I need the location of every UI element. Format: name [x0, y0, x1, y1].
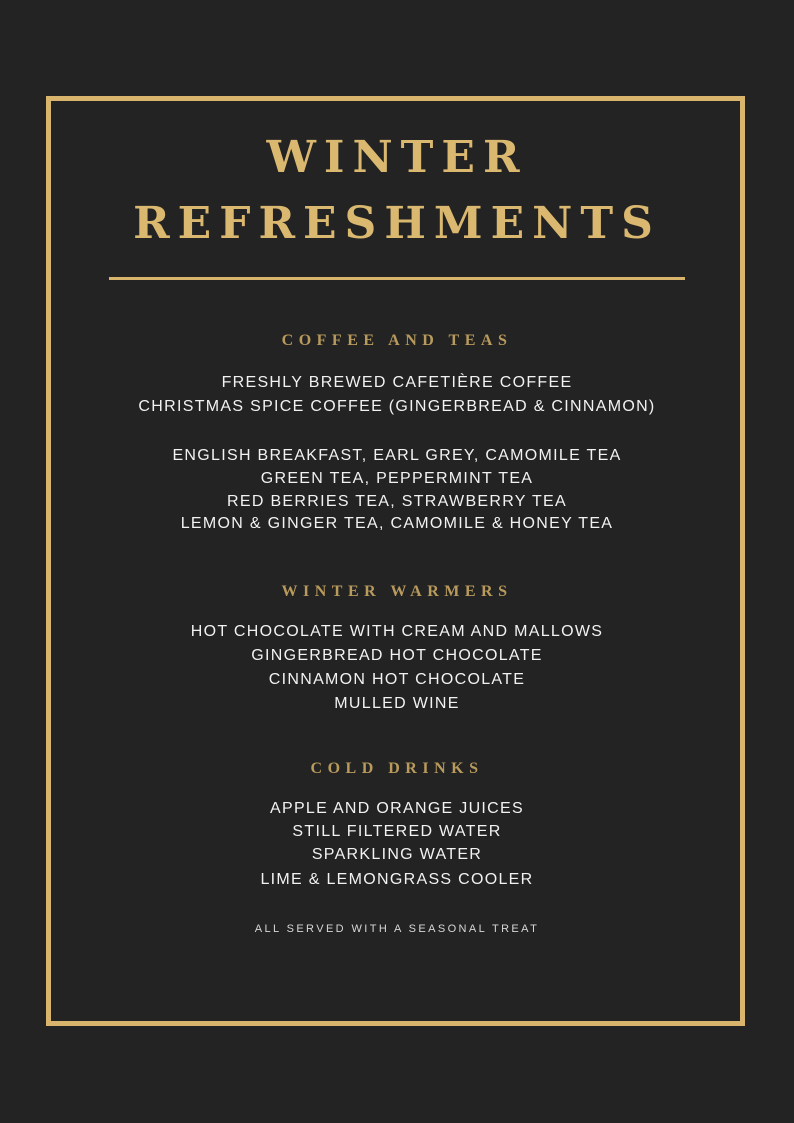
menu-item: APPLE AND ORANGE JUICES: [270, 800, 524, 817]
menu-title-line-2: REFRESHMENTS: [133, 198, 661, 249]
menu-item: FRESHLY BREWED CAFETIÈRE COFFEE: [221, 374, 573, 391]
menu-item: LIME & LEMONGRASS COOLER: [260, 871, 534, 888]
menu-item: HOT CHOCOLATE WITH CREAM AND MALLOWS: [190, 623, 604, 640]
menu-item: CINNAMON HOT CHOCOLATE: [268, 671, 526, 688]
section-heading-winter-warmers: WINTER WARMERS: [281, 583, 513, 600]
menu-item: MULLED WINE: [334, 695, 460, 712]
menu-title: [0, 125, 794, 257]
menu-item: CHRISTMAS SPICE COFFEE (GINGERBREAD & CINNAMON): [138, 398, 656, 415]
menu-item: GINGERBREAD HOT CHOCOLATE: [251, 647, 543, 664]
menu-item: STILL FILTERED WATER: [292, 823, 502, 840]
section-heading-coffee-and-teas: COFFEE AND TEAS: [281, 332, 513, 349]
menu-title-line-1: WINTER: [266, 132, 528, 183]
menu-footnote: ALL SERVED WITH A SEASONAL TREAT: [254, 923, 540, 935]
menu-item: LEMON & GINGER TEA, CAMOMILE & HONEY TEA: [180, 515, 614, 532]
menu-item: RED BERRIES TEA, STRAWBERRY TEA: [227, 493, 567, 510]
section-heading-cold-drinks: COLD DRINKS: [310, 760, 484, 777]
menu-item: ENGLISH BREAKFAST, EARL GREY, CAMOMILE TEA: [172, 447, 622, 464]
title-divider: [109, 277, 685, 280]
menu-item: SPARKLING WATER: [311, 846, 483, 863]
menu-item: GREEN TEA, PEPPERMINT TEA: [260, 470, 534, 487]
